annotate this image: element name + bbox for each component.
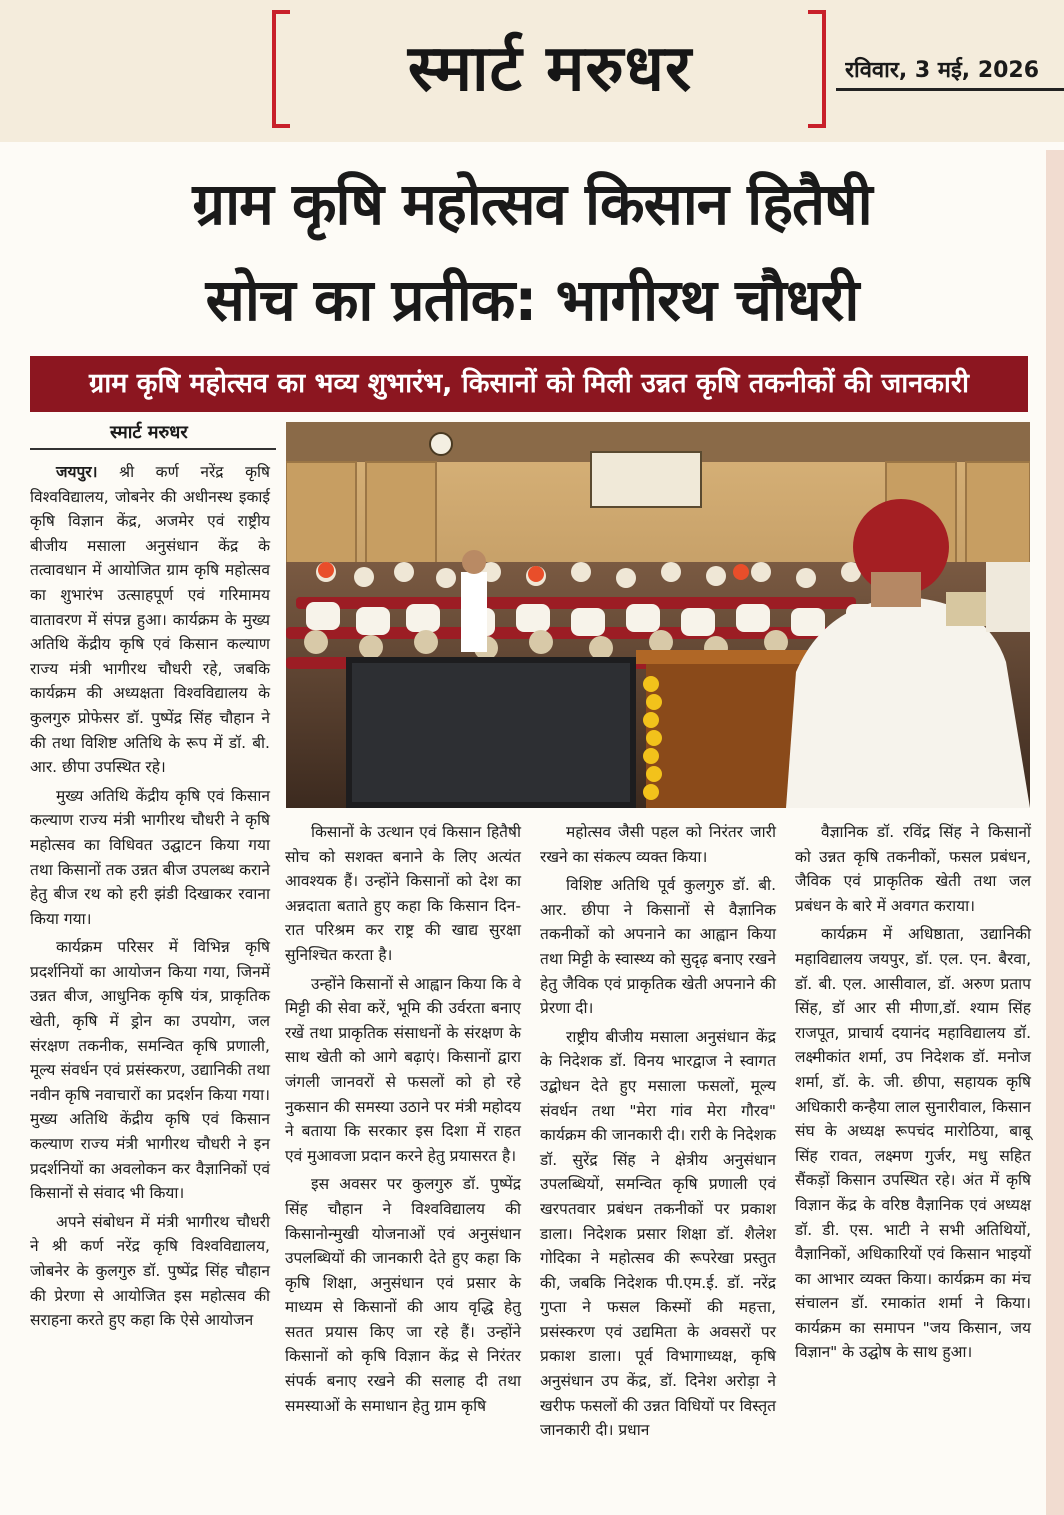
article-column-4 [795, 820, 1031, 1365]
article-paragraph: वैज्ञानिक डॉ. रविंद्र सिंह ने किसानों को उन्नत कृषि तकनीकों, फसल प्रबंधन, जैविक एवं प्राकृतिक खेती तथा जल प्रबंधन के बारे में अवगत कराया। [795, 823, 1031, 915]
article-column-2 [285, 820, 521, 1418]
masthead [0, 0, 1064, 142]
article-paragraph: महोत्सव जैसी पहल को निरंतर जारी रखने का संकल्प व्यक्त किया। [540, 823, 776, 866]
subheadline-banner: ग्राम कृषि महोत्सव का भव्य शुभारंभ, किसानों को मिली उन्नत कृषि तकनीकों की जानकारी [30, 356, 1028, 412]
headline-line-1: ग्राम कृषि महोत्सव किसान हितैषी [192, 170, 872, 238]
article-paragraph: विशिष्ट अतिथि पूर्व कुलगुरु डॉ. बी. आर. छीपा ने किसानों से वैज्ञानिक तकनीकों को अपनाने का आह्वान किया तथा मिट्टी के स्वास्थ्य को सुदृढ़ बनाए रखने हेतु जैविक एवं प्राकृतिक खेती अपनाने की प्रेरणा दी। [540, 876, 776, 1018]
paragraph-text: श्री कर्ण नरेंद्र कृषि विश्वविद्यालय, जोबनेर की अधीनस्थ इकाई कृषि विज्ञान केंद्र, अजमेर एवं राष्ट्रीय बीजीय मसाला अनुसंधान केंद्र के तत्वावधान में आयोजित ग्राम कृषि महोत्सव का शुभारंभ उत्साहपूर्ण एवं गरिमामय वातावरण में संपन्न हुआ। कार्यक्रम के मुख्य अतिथि केंद्रीय कृषि एवं किसान कल्याण राज्य मंत्री भागीरथ चौधरी रहे, जबकि कार्यक्रम की अध्यक्षता विश्वविद्यालय के कुलगुरु प्रोफेसर डॉ. पुष्पेंद्र सिंह चौहान ने की तथा विशिष्ट अतिथि के रूप में डॉ. बी. आर. छीपा उपस्थित रहे। [30, 463, 270, 777]
article-paragraph: मुख्य अतिथि केंद्रीय कृषि एवं किसान कल्याण राज्य मंत्री भागीरथ चौधरी ने कृषि महोत्सव का विधिवत उद्घाटन किया गया तथा किसानों तक उन्नत बीज उपलब्ध कराने हेतु बीज रथ को हरी झंडी दिखाकर रवाना किया गया। [30, 786, 270, 928]
issue-date: रविवार, 3 मई, 2026 [845, 58, 1040, 83]
byline: स्मार्ट मरुधर [110, 422, 188, 443]
masthead-bracket-right [808, 10, 826, 128]
article-paragraph: अपने संबोधन में मंत्री भागीरथ चौधरी ने श्री कर्ण नरेंद्र कृषि विश्वविद्यालय, जोबनेर के कुलगुरु डॉ. पुष्पेंद्र सिंह चौहान की प्रेरणा से आयोजित इस महोत्सव की सराहना करते हुए कहा कि ऐसे आयोजन [30, 1212, 270, 1330]
article-paragraph: किसानों के उत्थान एवं किसान हितैषी सोच को सशक्त बनाने के लिए अत्यंत आवश्यक हैं। उन्होंने किसानों को देश का अन्नदाता बताते हुए कहा कि किसान दिन-रात परिश्रम कर राष्ट्र की खाद्य सुरक्षा सुनिश्चित करता है। [285, 823, 521, 964]
headline-line-2: सोच का प्रतीक: भागीरथ चौधरी [205, 266, 859, 334]
masthead-bracket-left [272, 10, 290, 128]
article-paragraph: कार्यक्रम परिसर में विभिन्न कृषि प्रदर्शनियों का आयोजन किया गया, जिनमें उन्नत बीज, आधुनिक कृषि यंत्र, प्राकृतिक खेती, कृषि में ड्रोन का उपयोग, जल संरक्षण तकनीक, समन्वित कृषि प्रणाली, मूल्य संवर्धन एवं प्रसंस्करण, उद्यानिकी तथा नवीन कृषि नवाचारों का प्रदर्शन किया गया। मुख्य अतिथि केंद्रीय कृषि एवं किसान कल्याण राज्य मंत्री भागीरथ चौधरी ने इन प्रदर्शनियों का अवलोकन कर वैज्ञानिकों एवं किसानों से संवाद भी किया। [30, 938, 270, 1203]
page-edge-strip [1046, 150, 1064, 1515]
newspaper-title: स्मार्ट मरुधर [407, 31, 693, 106]
event-hall-photo [286, 422, 1030, 808]
dateline-place: जयपुर। [56, 463, 98, 481]
date-underline [836, 88, 1064, 91]
article-column-3 [540, 820, 776, 1443]
article-paragraph: राष्ट्रीय बीजीय मसाला अनुसंधान केंद्र के निदेशक डॉ. विनय भारद्वाज ने स्वागत उद्बोधन देते हुए मसाला फसलों, मूल्य संवर्धन तथा "मेरा गांव मेरा गौरव" कार्यक्रम की जानकारी दी। रारी के निदेशक डॉ. सुरेंद्र सिंह ने क्षेत्रीय अनुसंधान उपलब्धियों, समन्वित कृषि प्रणाली एवं खरपतवार प्रबंधन तकनीकों पर प्रकाश डाला। निदेशक प्रसार शिक्षा डॉ. शैलेश गोदिका ने महोत्सव की रूपरेखा प्रस्तुत की, जबकि निदेशक पी.एम.ई. डॉ. नरेंद्र गुप्ता ने फसल किस्मों की महत्ता, प्रसंस्करण एवं उद्यमिता के अवसरों पर प्रकाश डाला। पूर्व विभागाध्यक्ष, कृषि अनुसंधान उप केंद्र, डॉ. दिनेश अरोड़ा ने खरीफ फसलों की उन्नत विधियों पर विस्तृत जानकारी दी। प्रधान [540, 1027, 776, 1440]
news-photo [286, 422, 1030, 808]
article-paragraph: उन्होंने किसानों से आह्वान किया कि वे मिट्टी की सेवा करें, भूमि की उर्वरता बनाए रखें तथा प्राकृतिक संसाधनों के संरक्षण के साथ खेती को आगे बढ़ाएं। किसानों द्वारा जंगली जानवरों से फसलों को हो रहे नुकसान की समस्या उठाने पर मंत्री महोदय ने बताया कि सरकार इस दिशा में राहत एवं मुआवजा प्रदान करने हेतु प्रयासरत है। [285, 974, 521, 1165]
article-paragraph [30, 460, 270, 780]
byline-rule [30, 448, 276, 450]
article-column-1 [30, 460, 270, 1333]
article-paragraph: कार्यक्रम में अधिष्ठाता, उद्यानिकी महाविद्यालय जयपुर, डॉ. एल. एन. बैरवा, डॉ. बी. एल. आसीवाल, डॉ. अरुण प्रताप सिंह, डॉ आर सी मीणा,डॉ. श्याम सिंह राजपूत, प्राचार्य दयानंद महाविद्यालय डॉ. लक्ष्मीकांत शर्मा, उप निदेशक डॉ. मनोज शर्मा, डॉ. के. जी. छीपा, सहायक कृषि अधिकारी कन्हैया लाल सुनारीवाल, किसान संघ के अध्यक्ष रूपचंद मारोठिया, बाबू सिंह रावत, लक्ष्मण गुर्जर, मधु सहित सैंकड़ों किसान उपस्थित रहे। अंत में कृषि विज्ञान केंद्र के वरिष्ठ वैज्ञानिक एवं अध्यक्ष डॉ. डी. एस. भाटी ने सभी अतिथियों, वैज्ञानिकों, अधिकारियों एवं किसान भाइयों का आभार व्यक्त किया। कार्यक्रम का मंच संचालन डॉ. रमाकांत शर्मा ने किया। कार्यक्रम का समापन "जय किसान, जय विज्ञान" के उद्घोष के साथ हुआ। [795, 925, 1031, 1362]
article-paragraph: इस अवसर पर कुलगुरु डॉ. पुष्पेंद्र सिंह चौहान ने विश्वविद्यालय की किसानोन्मुखी योजनाओं एवं अनुसंधान उपलब्धियों की जानकारी देते हुए कहा कि कृषि शिक्षा, अनुसंधान एवं प्रसार के माध्यम से किसानों की आय वृद्धि हेतु सतत प्रयास किए जा रहे हैं। उन्होंने किसानों को कृषि विज्ञान केंद्र से निरंतर संपर्क बनाए रखने की सलाह दी तथा समस्याओं के समाधान हेतु ग्राम कृषि [285, 1175, 521, 1415]
